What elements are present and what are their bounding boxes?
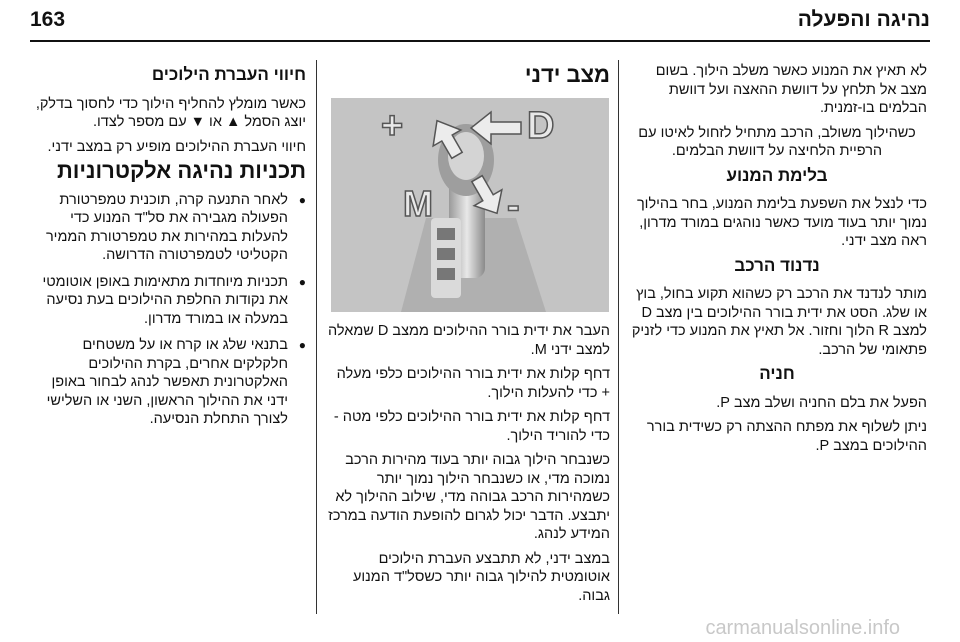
shift-indicator-text-2: חיווי העברת ההילוכים מופיע רק במצב ידני. (47, 138, 306, 155)
manual-para-4: כשנבחר הילוך גבוה יותר בעוד מהירות הרכב נמוכה מדי, או כשנבחר הילוך נמוך יותר כשמהירות הרכב גבוהה מדי, שילוב ההילוך לא יתבצע. הדבר יכול לגרום להופעת הודעה במרכז המידע לנהג. (328, 452, 610, 542)
watermark: carmanualsonline.info (705, 617, 900, 639)
section-heading-rocking: נדנוד הרכב (734, 255, 820, 275)
middle-column (326, 62, 610, 95)
parking-text-2: ניתן לשלוף את מפתח ההצתה רק כשידית בורר ההילוכים במצב P. (646, 419, 927, 454)
shift-indicator-heading: חיווי העברת הילוכים (151, 65, 306, 84)
list-item: ● בתנאי שלג או קרח או על משטחים חלקלקים אחרים, בקרת ההילוכים האלקטרונית תאפשר לנהג לבחור באופן ידני את ההילוך הראשון, השני או השלישי לצורך התחלת הנסיעה. (34, 336, 288, 429)
parking-text-1: הפעל את בלם החניה ושלב מצב P. (716, 394, 927, 411)
manual-para-5: במצב ידני, לא תתבצע העברת הילוכים אוטומטית להילוך גבוה יותר כשסל"ד המנוע גבוה. (352, 550, 610, 604)
right-column (627, 62, 927, 461)
manual-mode-heading: מצב ידני (524, 62, 610, 87)
manual-para-3: דחף קלות את ידית בורר ההילוכים כלפי מטה - כדי להוריד הילוך. (333, 409, 610, 444)
page-number: 163 (30, 8, 66, 31)
label-plus: + (381, 105, 404, 147)
left-column (34, 62, 306, 437)
label-d: D (527, 105, 555, 147)
label-minus: - (507, 185, 520, 227)
rocking-text: מותר לנדנד את הרכב רק כשהוא תקוע בחול, בוץ או שלג. הסט את ידית בורר ההילוכים בין מצב D למצב R הלוך וחזור. אל תאיץ את המנוע כדי לזניק פתאומי של הרכב. (631, 286, 927, 358)
column-divider-left (316, 60, 317, 614)
middle-column-text (326, 322, 610, 611)
header-rule (30, 40, 930, 42)
electronic-programs-heading: תכניות נהיגה אלקטרוניות (56, 158, 306, 183)
manual-para-1: העבר את ידית בורר ההילוכים ממצב D שמאלה למצב ידני M. (327, 323, 610, 358)
electronic-programs-list (34, 191, 306, 429)
column-divider-right (618, 60, 619, 614)
right-para-1: לא תאיץ את המנוע כאשר משלב הילוך. בשום מצב אל תלחץ על דוושת ההאצה ועל דוושת הבלמים בו-זמנית. (655, 63, 927, 116)
section-heading-parking: חניה (759, 364, 795, 383)
chapter-title: נהיגה והפעלה (797, 8, 930, 31)
page-header (30, 6, 930, 36)
right-para-2: כשהילוך משולב, הרכב מתחיל לזחול לאיטו עם הרפיית הלחיצה על דוושת הבלמים. (638, 124, 916, 159)
list-item: ● תכניות מיוחדות מתאימות באופן אוטומטי את נקודות החלפת ההילוכים בעת נסיעה במעלה או במורד מדרון. (34, 273, 288, 329)
manual-para-2: דחף קלות את ידית בורר ההילוכים כלפי מעלה + כדי להעלות הילוך. (336, 366, 610, 401)
list-item: ● לאחר התנעה קרה, תוכנית טמפרטורת הפעולה מגבירה את סל"ד המנוע כדי להעלות במהירות את טמפרטורת הממיר הקטליטי לטמפרטורה הדרושה. (34, 191, 288, 265)
shift-indicator-text-1: כאשר מומלץ להחליף הילוך כדי לחסוך בדלק, יוצג הסמל ▲ או ▼ עם מספר לצדו. (35, 95, 306, 130)
gear-selector-illustration (331, 98, 609, 312)
label-m: M (403, 183, 433, 224)
section-heading-engine-braking: בלימת המנוע (726, 165, 828, 185)
engine-braking-text: כדי לנצל את השפעת בלימת המנוע, בחר בהילוך נמוך יותר בעוד מועד כאשר נוהגים במורד מדרון, ראה מצב ידני. (636, 196, 927, 249)
